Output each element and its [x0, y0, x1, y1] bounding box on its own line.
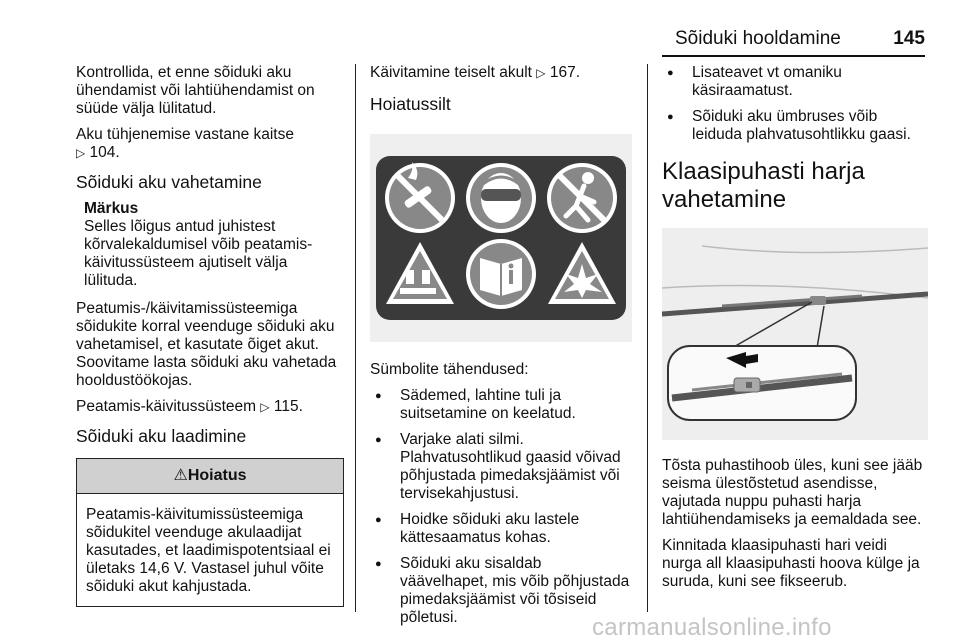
column-3	[662, 64, 928, 599]
list-item: ● Sõiduki aku sisaldab väävelhapet, mis võib põhjustada pimedaksjäämist või tõsiseid põletusi.	[370, 555, 632, 627]
page-ref-arrow-icon: ▷	[76, 146, 86, 160]
paragraph-jump-start-ref: Käivitamine teiselt akult ▷ 167.	[370, 64, 580, 81]
heading-battery-charging: Sõiduki aku laadimine	[76, 426, 247, 446]
battery-warning-label-image	[370, 134, 632, 342]
paragraph-stop-start-ref: Peatamis-käivitussüsteem ▷ 115.	[76, 398, 303, 415]
page-ref-link[interactable]: 167.	[549, 64, 580, 81]
keep-away-from-children-icon	[547, 163, 617, 233]
eye-protection-icon	[466, 163, 536, 233]
paragraph-attach-blade: Kinnitada klaasipuhasti hari veidi nurga all klaasipuhasti hoova külge ja suruda, kuni see fikseerub.	[662, 537, 920, 590]
heading-wiper-replacement: Klaasipuhasti harja vahetamine	[662, 158, 865, 213]
paragraph-correct-battery: Peatumis-/käivitamissüsteemiga sõidukite korral veenduge sõiduki aku vahetamisel, et kasutate õiget akut. Soovitame lasta sõiduki aku vahetada hooldustöökojas.	[76, 300, 337, 389]
page-ref-arrow-icon: ▷	[260, 400, 270, 414]
heading-battery-replacement: Sõiduki aku vahetamine	[76, 172, 262, 192]
read-manual-icon	[466, 239, 536, 309]
list-item: ● Sõiduki aku ümbruses võib leiduda plahvatusohtlikku gaasi.	[662, 108, 928, 144]
list-item: ● Sädemed, lahtine tuli ja suitsetamine on keelatud.	[370, 387, 632, 423]
column-divider-2	[647, 64, 648, 612]
list-item: ● Hoidke sõiduki aku lastele kättesaamatus kohas.	[370, 511, 632, 547]
paragraph-symbol-meanings: Sümbolite tähendused:	[370, 361, 529, 378]
warning-box	[76, 458, 344, 607]
page-header	[675, 28, 925, 54]
paragraph-discharge-protection: Aku tühjenemise vastane kaitse ▷ 104.	[76, 126, 294, 161]
page-number: 145	[893, 28, 925, 49]
heading-warning-labels: Hoiatussilt	[370, 94, 451, 114]
wiper-blade-illustration	[662, 228, 928, 440]
page-ref-link[interactable]: 104.	[89, 144, 120, 161]
warning-header	[77, 459, 343, 494]
watermark: carmanualsonline.info	[592, 614, 832, 641]
note-title: Märkus	[84, 200, 139, 217]
column-1	[76, 64, 344, 607]
paragraph-ignition-check: Kontrollida, et enne sõiduki aku ühendamist või lahtiühendamist on süüde välja lülitatud.	[76, 64, 315, 117]
warning-triangle-icon: ⚠	[173, 467, 188, 484]
page-ref-arrow-icon: ▷	[536, 66, 546, 80]
list-item: ● Lisateavet vt omaniku käsiraamatust.	[662, 64, 928, 100]
section-title: Sõiduki hooldamine	[675, 28, 841, 49]
page-ref-link[interactable]: 115.	[273, 398, 303, 415]
paragraph-remove-blade: Tõsta puhastihoob üles, kuni see jääb seisma ülestõstetud asendisse, vajutada nuppu puhasti harja lahtiühendamiseks ja eemaldada see.	[662, 457, 923, 528]
note-text: Selles lõigus antud juhistest kõrvalekaldumisel võib peatamis-käivitussüsteem ajutiselt välja lülituda.	[84, 218, 313, 289]
note-box	[84, 200, 344, 290]
column-2	[370, 64, 632, 635]
continued-bullet-list	[662, 64, 928, 144]
warning-title: Hoiatus	[187, 467, 247, 484]
warning-text: Peatamis-käivitumissüsteemiga sõidukitel veenduge akulaadijat kasutades, et laadimispotentsiaal ei ületaks 14,6 V. Vastasel juhul võite sõiduki akut kahjustada.	[86, 506, 331, 595]
header-rule	[662, 55, 925, 57]
symbol-meanings-list	[370, 387, 632, 627]
column-divider-1	[355, 64, 356, 612]
list-item: ● Varjake alati silmi. Plahvatusohtlikud gaasid võivad põhjustada pimedaksjäämist või tervisekahjustusi.	[370, 431, 632, 503]
